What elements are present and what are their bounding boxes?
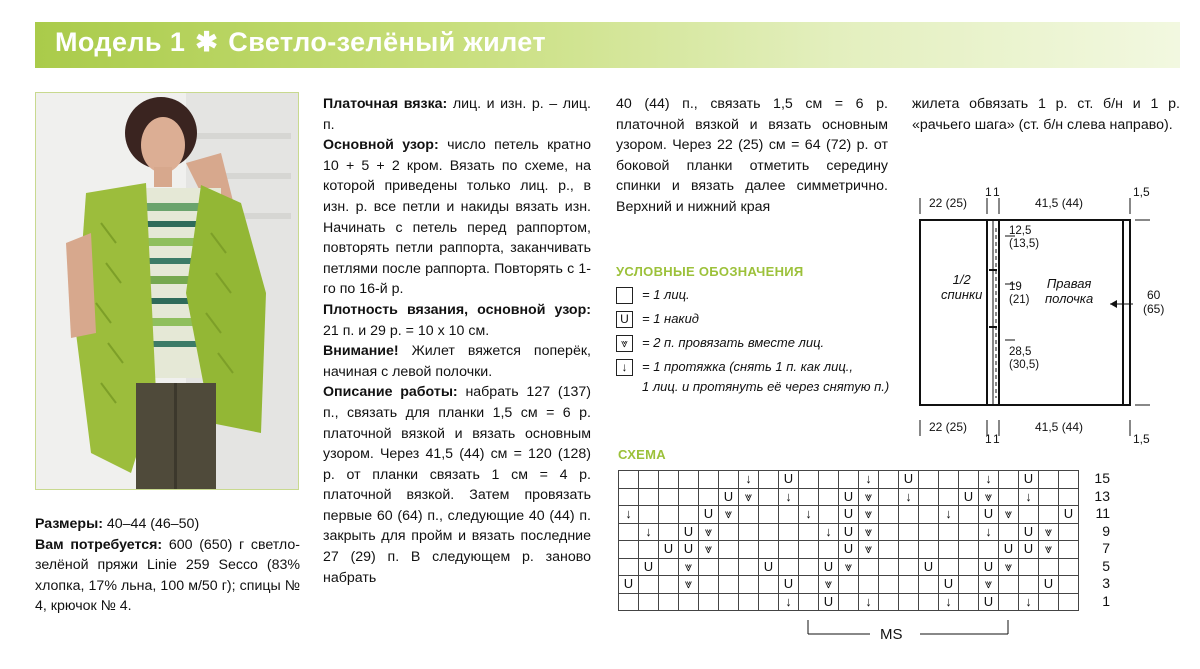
chart-cell: U — [659, 541, 679, 559]
chart-cell: ⩔ — [859, 489, 879, 507]
dim-top-far: 1,5 — [1133, 185, 1150, 199]
model-photo — [35, 92, 299, 490]
chart-row-number: 9 — [1102, 522, 1110, 539]
chart-cell: U — [1059, 506, 1079, 524]
chart-cell — [699, 489, 719, 507]
chart-cell — [879, 524, 899, 542]
chart-cell: ⩔ — [1039, 524, 1059, 542]
chart-cell — [719, 576, 739, 594]
dim-armhole: 19 (21) — [1009, 281, 1030, 306]
chart-cell — [759, 489, 779, 507]
chart-cell — [999, 576, 1019, 594]
edge-finishing-text: жилета обвязать 1 р. ст. б/н и 1 р. «рачьего шага» (ст. б/н слева направо). — [912, 96, 1180, 133]
chart-cell — [759, 506, 779, 524]
chart-cell — [759, 576, 779, 594]
chart-cell — [959, 576, 979, 594]
sizes-value: 40–44 (46–50) — [102, 516, 200, 532]
chart-cell — [859, 559, 879, 577]
chart-cell: ⩔ — [679, 559, 699, 577]
chart-cell: U — [939, 576, 959, 594]
chart-cell — [659, 576, 679, 594]
chart-cell — [1039, 559, 1059, 577]
chart-cell — [899, 594, 919, 612]
chart-cell — [659, 471, 679, 489]
chart-cell — [679, 506, 699, 524]
chart-cell — [1039, 594, 1059, 612]
chart-cell — [899, 576, 919, 594]
chart-cell: ↓ — [1019, 489, 1039, 507]
chart-cell: ⩔ — [739, 489, 759, 507]
chart-cell — [1019, 506, 1039, 524]
chart-cell: U — [719, 489, 739, 507]
chart-cell: ↓ — [859, 471, 879, 489]
chart-cell: ↓ — [619, 506, 639, 524]
instructions-column-2 — [616, 94, 888, 218]
dim-top-mid-2: 1 — [993, 185, 1000, 199]
chart-cell — [979, 541, 999, 559]
chart-cell — [999, 524, 1019, 542]
chart-cell: U — [679, 524, 699, 542]
chart-cell — [779, 506, 799, 524]
chart-cell — [939, 471, 959, 489]
chart-cell: U — [619, 576, 639, 594]
chart-cell: ⩔ — [819, 576, 839, 594]
chart-cell: U — [979, 559, 999, 577]
chart-cell — [739, 594, 759, 612]
main-pattern-label: Основной узор: — [323, 137, 439, 154]
chart-cell: ⩔ — [859, 541, 879, 559]
chart-cell — [919, 576, 939, 594]
chart-cell — [839, 471, 859, 489]
chart-cell — [639, 489, 659, 507]
chart-cell — [759, 594, 779, 612]
chart-cell — [879, 541, 899, 559]
chart-cell: ↓ — [799, 506, 819, 524]
legend — [616, 285, 906, 401]
chart-cell — [879, 489, 899, 507]
dim-top-left: 22 (25) — [929, 196, 968, 210]
chart-cell — [799, 594, 819, 612]
chart-cell — [1019, 576, 1039, 594]
chart-cell — [899, 524, 919, 542]
dim-bottom-left: 22 (25) — [929, 420, 968, 434]
dim-armhole-top: 12,5 (13,5) — [1009, 225, 1040, 250]
chart-cell — [839, 576, 859, 594]
chart-cell — [819, 506, 839, 524]
chart-cell — [959, 524, 979, 542]
scheme-title: СХЕМА — [618, 447, 666, 462]
chart-cell: U — [839, 524, 859, 542]
chart-cell — [919, 541, 939, 559]
chart-cell — [799, 559, 819, 577]
chart-cell — [999, 471, 1019, 489]
dim-height: 60 (65) — [1143, 288, 1165, 316]
chart-cell — [879, 506, 899, 524]
pattern-schematic — [905, 180, 1180, 450]
chart-cell — [699, 471, 719, 489]
chart-cell: ⩔ — [859, 524, 879, 542]
yarnover-icon: U — [616, 311, 633, 328]
title-band — [35, 22, 1180, 68]
dim-bottom-right: 41,5 (44) — [1035, 420, 1084, 434]
legend-item-yarnover: U = 1 накид — [616, 309, 906, 333]
chart-cell: ↓ — [979, 524, 999, 542]
chart-cell — [659, 506, 679, 524]
chart-cell — [1019, 559, 1039, 577]
repeat-label: MS — [880, 626, 903, 643]
chart-cell — [639, 471, 659, 489]
chart-cell: ↓ — [979, 471, 999, 489]
chart-cell — [999, 489, 1019, 507]
chart-cell — [879, 594, 899, 612]
chart-cell — [1059, 594, 1079, 612]
chart-cell — [959, 471, 979, 489]
chart-cell — [739, 576, 759, 594]
chart-cell: ↓ — [739, 471, 759, 489]
chart-cell — [939, 559, 959, 577]
chart-cell — [739, 541, 759, 559]
chart-cell — [619, 471, 639, 489]
chart-cell — [639, 541, 659, 559]
chart-cell: ↓ — [939, 506, 959, 524]
chart-cell — [619, 541, 639, 559]
chart-cell: U — [679, 541, 699, 559]
chart-row-number: 3 — [1102, 575, 1110, 591]
dim-armhole-bottom: 28,5 (30,5) — [1009, 346, 1040, 371]
chart-row-number: 7 — [1102, 540, 1110, 556]
knitting-chart — [618, 470, 1079, 611]
chart-cell — [659, 594, 679, 612]
chart-cell — [819, 471, 839, 489]
chart-cell — [639, 506, 659, 524]
chart-cell — [799, 541, 819, 559]
chart-cell: ⩔ — [839, 559, 859, 577]
model-title: Светло-зелёный жилет — [228, 27, 546, 57]
materials-label: Вам потребуется: — [35, 536, 163, 553]
chart-cell: U — [779, 471, 799, 489]
materials-value: 600 (650) г светло-зелёной пряжи Linie 259 Secco (83% хлопка, 17% льна, 100 м/50 г); спицы № 4, крючок № 4. — [35, 536, 300, 615]
chart-cell — [619, 489, 639, 507]
chart-cell: U — [1019, 524, 1039, 542]
chart-cell: U — [1019, 541, 1039, 559]
chart-cell — [819, 489, 839, 507]
dim-bottom-far: 1,5 — [1133, 432, 1150, 446]
chart-cell: ⩔ — [999, 506, 1019, 524]
legend-item-skp-cont: 1 лиц. и протянуть её через снятую п.) — [642, 379, 890, 394]
chart-cell — [1059, 576, 1079, 594]
right-front-label: Правая полочка — [1045, 276, 1094, 306]
chart-row-number: 11 — [1095, 505, 1110, 521]
chart-cell: ⩔ — [699, 541, 719, 559]
chart-cell: U — [899, 471, 919, 489]
chart-cell — [959, 559, 979, 577]
chart-cell — [619, 524, 639, 542]
work-description-text: набрать 127 (137) п., связать для планки 1,5 см = 6 р. платочной вязкой и вязать основным узором. Через 41,5 (44) см = 120 (128) р. от планки связать 1 см = 4 р. платочной вязкой. Затем провязать первые 60 (64) п., следующие 40 (44) п. закрыть для пройм и вязать последние 27 (29) п. В следующем р. заново набрать — [323, 384, 592, 586]
chart-cell — [659, 489, 679, 507]
chart-cell — [879, 471, 899, 489]
chart-cell — [679, 471, 699, 489]
chart-cell: ⩔ — [979, 489, 999, 507]
chart-cell: ⩔ — [679, 576, 699, 594]
chart-cell: U — [639, 559, 659, 577]
chart-cell — [1059, 471, 1079, 489]
chart-cell — [879, 576, 899, 594]
chart-cell — [919, 471, 939, 489]
chart-cell — [819, 541, 839, 559]
chart-cell — [859, 576, 879, 594]
chart-cell: U — [839, 541, 859, 559]
dim-top-mid-1: 1 — [985, 185, 992, 199]
schematic-lines — [905, 180, 1180, 450]
chart-cell — [839, 594, 859, 612]
chart-cell: U — [999, 541, 1019, 559]
chart-cell — [619, 559, 639, 577]
chart-cell — [799, 471, 819, 489]
stockinette-label: Платочная вязка: — [323, 96, 448, 112]
chart-cell — [779, 541, 799, 559]
chart-cell — [939, 489, 959, 507]
chart-cell — [679, 489, 699, 507]
chart-cell — [739, 559, 759, 577]
chart-cell — [779, 524, 799, 542]
chart-cell — [879, 559, 899, 577]
chart-cell: U — [979, 506, 999, 524]
chart-cell — [999, 594, 1019, 612]
attention-label: Внимание! — [323, 343, 399, 360]
chart-cell: U — [1019, 471, 1039, 489]
chart-cell: ↓ — [899, 489, 919, 507]
legend-title: УСЛОВНЫЕ ОБОЗНАЧЕНИЯ — [616, 264, 804, 279]
instructions-column-3 — [912, 94, 1180, 135]
chart-cell — [799, 576, 819, 594]
chart-cell — [959, 506, 979, 524]
chart-cell: U — [819, 594, 839, 612]
chart-cell: ⩔ — [999, 559, 1019, 577]
chart-cell — [699, 576, 719, 594]
chart-cell — [719, 559, 739, 577]
chart-cell — [1059, 524, 1079, 542]
chart-cell — [739, 524, 759, 542]
sizes-label: Размеры: — [35, 516, 103, 532]
title-separator-icon: ✱ — [195, 27, 219, 57]
chart-cell: U — [1039, 576, 1059, 594]
model-number: Модель 1 — [55, 27, 186, 57]
chart-cell — [899, 559, 919, 577]
instructions-column-1 — [323, 94, 591, 588]
main-pattern-text: число петель кратно 10 + 5 + 2 кром. Вязать по схеме, на которой приведены только лиц. р., в изн. р. все петли и накиды вязать изн. Начинать с петель перед раппортом, повторять петли раппорта, заканчивать петлями после раппорта. Повторять с 1-го по 16-й р. — [323, 137, 591, 298]
chart-cell — [679, 594, 699, 612]
chart-cell: ↓ — [639, 524, 659, 542]
chart-cell — [759, 471, 779, 489]
chart-cell — [919, 594, 939, 612]
chart-cell — [959, 541, 979, 559]
chart-cell: ↓ — [779, 489, 799, 507]
chart-cell — [639, 576, 659, 594]
chart-cell: U — [759, 559, 779, 577]
chart-cell — [619, 594, 639, 612]
chart-cell — [939, 524, 959, 542]
chart-cell — [1039, 471, 1059, 489]
dim-top-right: 41,5 (44) — [1035, 196, 1084, 210]
chart-cell: U — [819, 559, 839, 577]
chart-cell — [899, 541, 919, 559]
chart-cell — [739, 506, 759, 524]
chart-row-number: 1 — [1102, 592, 1110, 609]
chart-cell — [719, 524, 739, 542]
repeat-bracket — [800, 618, 1030, 648]
chart-cell: ↓ — [939, 594, 959, 612]
chart-cell — [1039, 506, 1059, 524]
chart-cell — [779, 559, 799, 577]
chart-cell: U — [839, 506, 859, 524]
chart-cell: ↓ — [859, 594, 879, 612]
chart-cell — [799, 489, 819, 507]
work-description-label: Описание работы: — [323, 384, 458, 401]
chart-cell: ⩔ — [979, 576, 999, 594]
chart-row-number: 13 — [1094, 487, 1110, 504]
legend-item-knit: = 1 лиц. — [616, 285, 906, 309]
chart-cell — [959, 594, 979, 612]
chart-cell: ⩔ — [859, 506, 879, 524]
chart-cell — [919, 506, 939, 524]
chart-cell — [899, 506, 919, 524]
empty-box-icon — [616, 287, 633, 304]
instructions-continued: 40 (44) п., связать 1,5 см = 6 р. платочной вязкой и вязать основным узором. Через 22 (25) см = 64 (72) р. от боковой планки отметить середину спинки и вязать далее симметрично. Верхний и нижний края — [616, 96, 888, 215]
chart-cell — [659, 559, 679, 577]
page-title — [55, 27, 546, 58]
chart-cell — [719, 471, 739, 489]
chart-cell — [699, 594, 719, 612]
gauge-text: 21 п. и 29 р. = 10 х 10 см. — [323, 322, 490, 339]
chart-cell — [919, 524, 939, 542]
chart-cell: ⩔ — [719, 506, 739, 524]
chart-row-number: 15 — [1094, 470, 1110, 486]
back-half-label: 1/2 спинки — [941, 272, 983, 302]
chart-cell — [699, 559, 719, 577]
chart-cell: ↓ — [1019, 594, 1039, 612]
attention-text: Жилет вяжется поперёк, начиная с левой полочки. — [323, 343, 591, 380]
chart-row-number: 5 — [1102, 557, 1110, 574]
chart-cell — [1039, 489, 1059, 507]
chart-cell — [919, 489, 939, 507]
chart-cell — [639, 594, 659, 612]
chart-cell — [759, 541, 779, 559]
chart-cell — [1059, 489, 1079, 507]
chart-cell — [939, 541, 959, 559]
stockinette-text: лиц. и изн. р. – лиц. п. — [323, 96, 591, 133]
chart-cell: U — [779, 576, 799, 594]
chart-cell — [1059, 541, 1079, 559]
chart-cell — [719, 541, 739, 559]
chart-cell: ↓ — [819, 524, 839, 542]
chart-cell — [1059, 559, 1079, 577]
dim-bottom-mid-2: 1 — [993, 432, 1000, 446]
chart-cell: U — [959, 489, 979, 507]
legend-item-skp: ↓ = 1 протяжка (снять 1 п. как лиц., — [616, 357, 906, 377]
dim-bottom-mid-1: 1 — [985, 432, 992, 446]
chart-cell — [719, 594, 739, 612]
chart-cell: ↓ — [779, 594, 799, 612]
chart-cell — [759, 524, 779, 542]
skp-arrow-icon: ↓ — [616, 359, 633, 376]
chart-cell: U — [839, 489, 859, 507]
chart-cell: U — [919, 559, 939, 577]
chart-cell: U — [979, 594, 999, 612]
chart-cell: ⩔ — [1039, 541, 1059, 559]
materials-block — [35, 514, 300, 617]
chart-cell: ⩔ — [699, 524, 719, 542]
woman-in-green-vest-image — [36, 93, 298, 489]
k2tog-icon: ⩔ — [616, 335, 633, 352]
chart-cell — [659, 524, 679, 542]
chart-cell: U — [699, 506, 719, 524]
gauge-label: Плотность вязания, основной узор: — [323, 301, 591, 318]
legend-item-k2tog: ⩔ = 2 п. провязать вместе лиц. — [616, 333, 906, 357]
chart-cell — [799, 524, 819, 542]
